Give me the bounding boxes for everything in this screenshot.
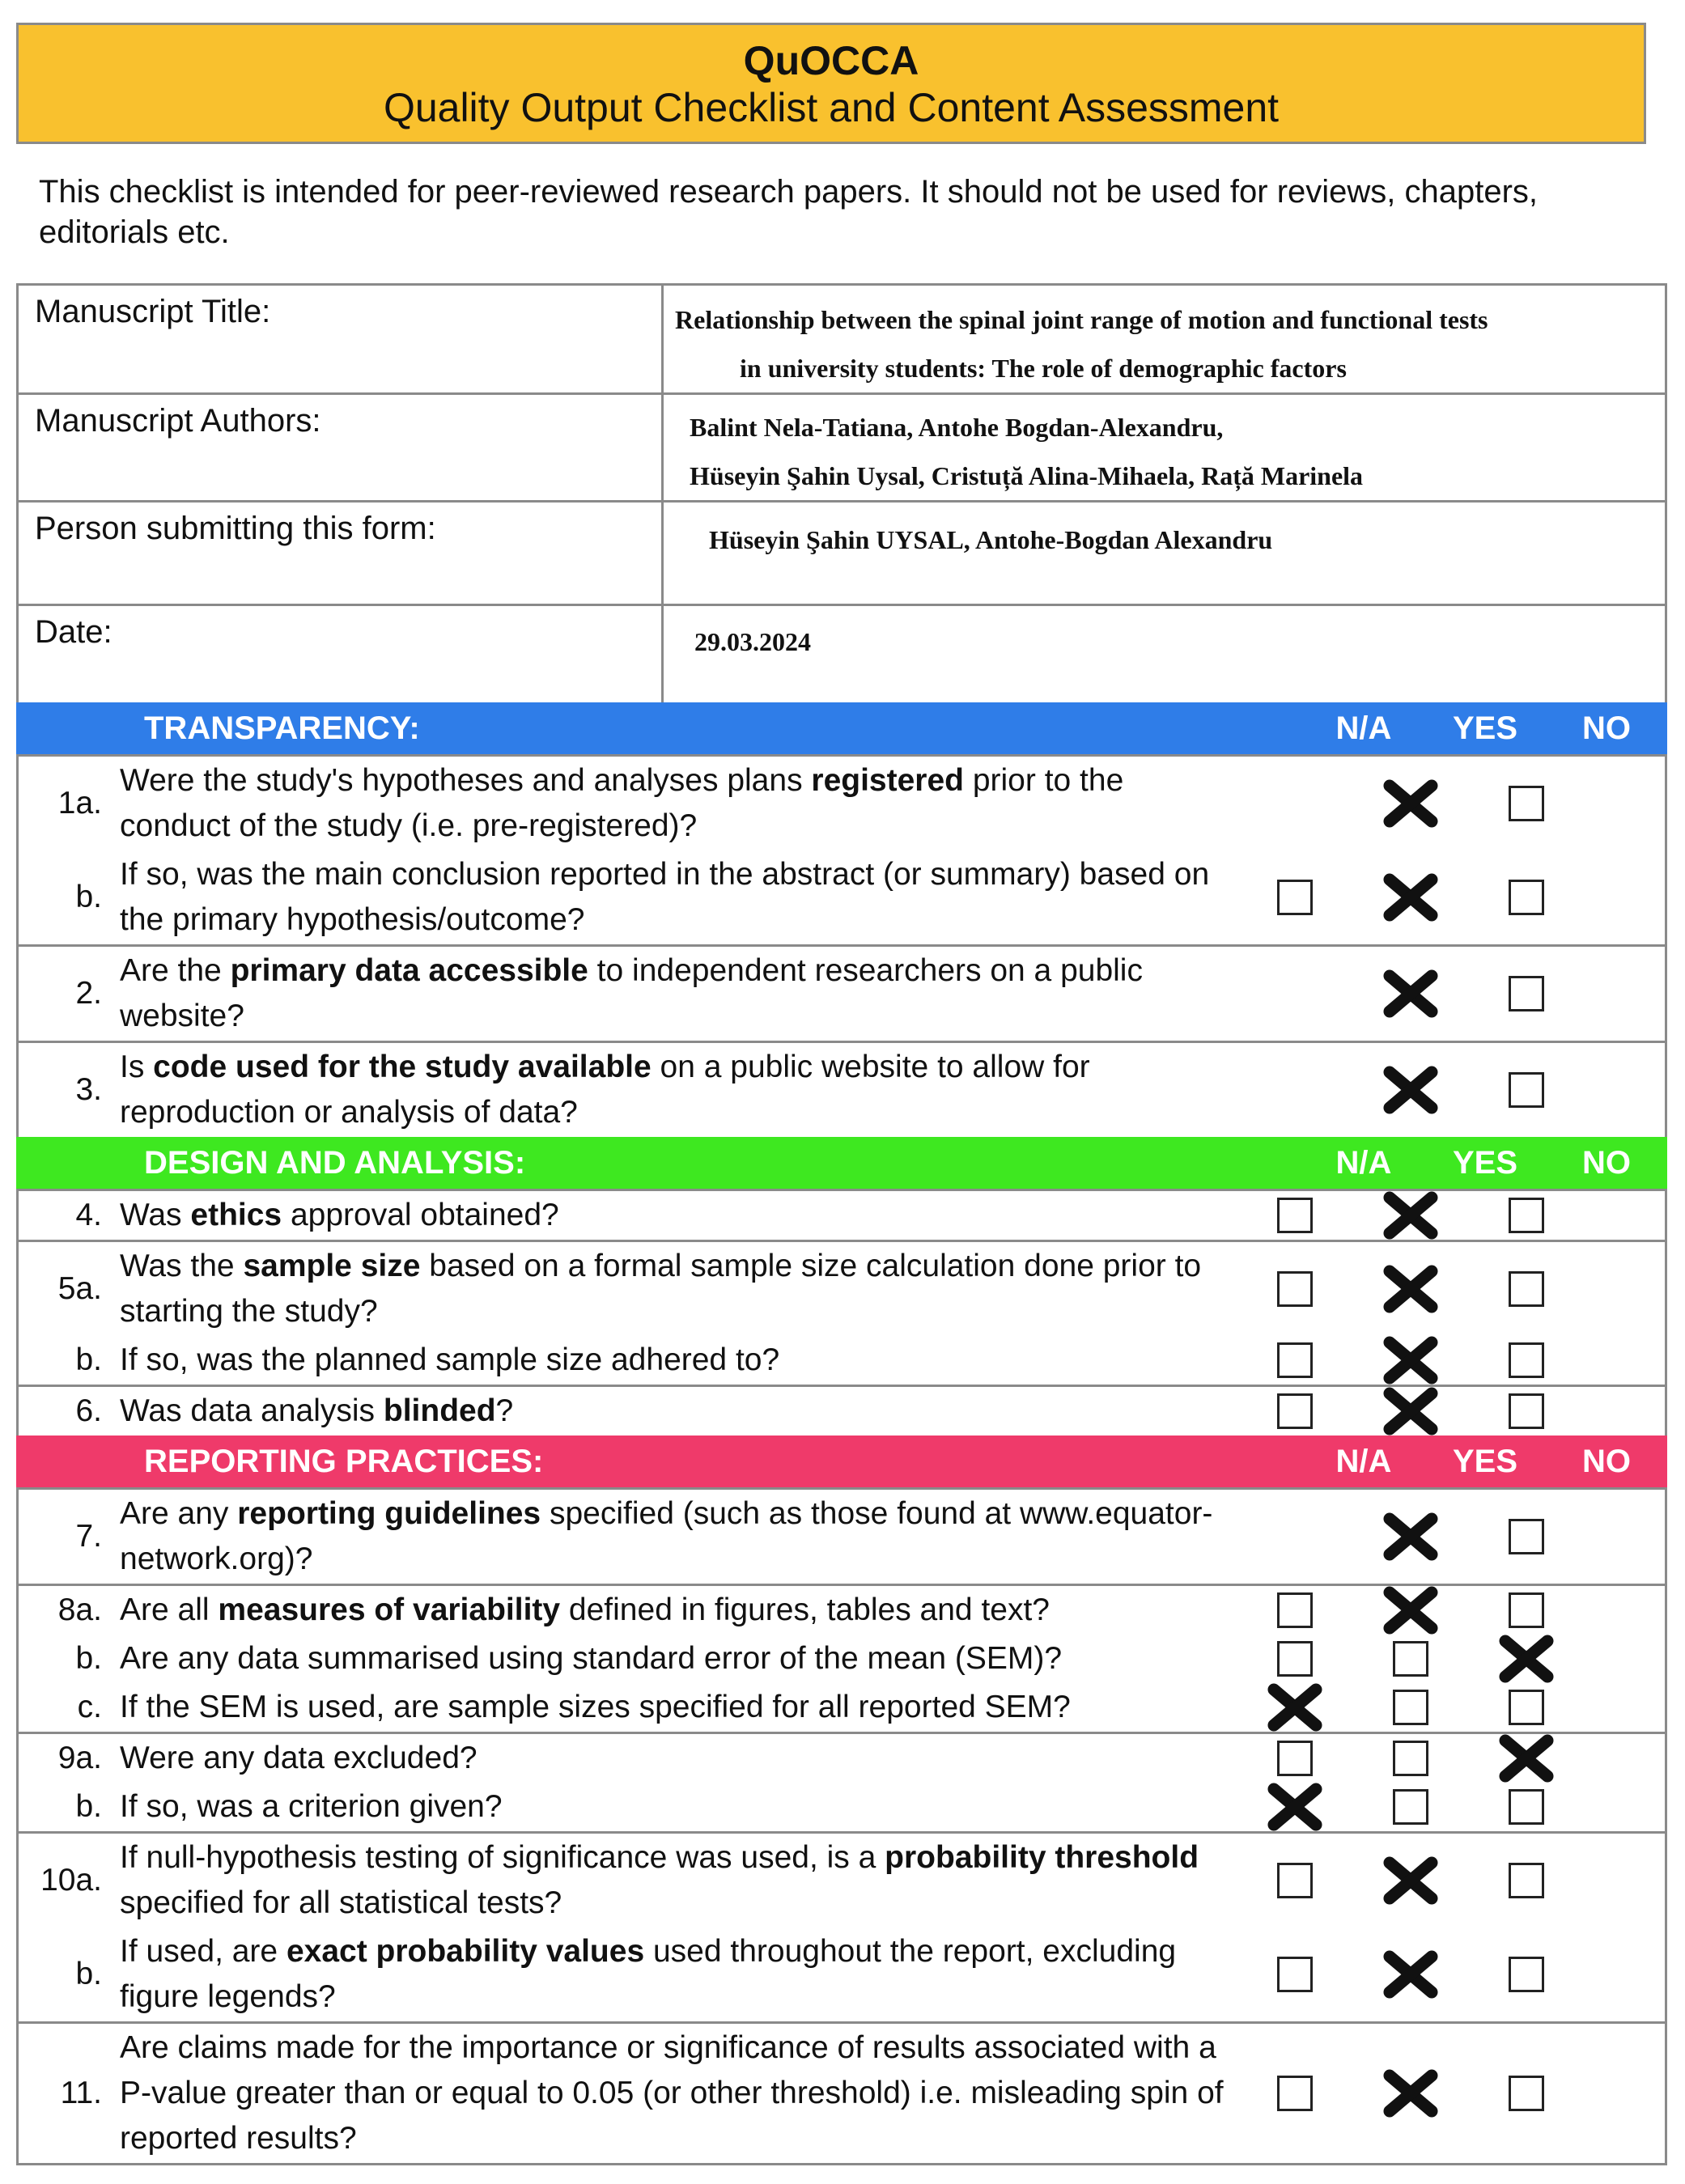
question-group (16, 2021, 1667, 2165)
authors-line-1: Balint Nela-Tatiana, Antohe Bogdan-Alexandru, (690, 413, 1224, 442)
x-mark-icon (1266, 1783, 1324, 1831)
x-mark-icon (1382, 1066, 1440, 1114)
answer-na-checkbox[interactable] (1277, 1741, 1313, 1776)
x-mark-icon (1382, 1191, 1440, 1240)
date-label: Date: (18, 605, 663, 709)
column-yes-label: YES (1452, 1144, 1518, 1181)
answer-no-cell (1468, 1863, 1584, 1898)
answer-no-cell (1468, 880, 1584, 915)
authors-line-2: Hüseyin Şahin Uysal, Cristuță Alina-Mihaela, Rață Marinela (690, 461, 1364, 490)
answer-yes-cell (1352, 1789, 1468, 1825)
answer-yes-checked[interactable] (1382, 1191, 1440, 1240)
answer-no-cell (1468, 1072, 1584, 1108)
answer-yes-cell (1352, 969, 1468, 1018)
intro-text: This checklist is intended for peer-reviewed research papers. It should not be used for reviews, chapters, editorials etc. (39, 174, 1539, 250)
answer-na-cell (1237, 1393, 1352, 1429)
answer-yes-checked[interactable] (1382, 1265, 1440, 1313)
answer-yes-cell (1352, 1512, 1468, 1561)
answer-yes-checked[interactable] (1382, 1512, 1440, 1561)
submitter-label: Person submitting this form: (18, 502, 663, 605)
question-text: Are any reporting guidelines specified (such as those found at www.equator-network.org)? (120, 1496, 1213, 1576)
question-text: If so, was a criterion given? (120, 1789, 503, 1824)
question-row (19, 1783, 1665, 1831)
answer-no-cell (1468, 1393, 1584, 1429)
question-group (16, 1189, 1667, 1240)
submitter-value (663, 502, 1666, 605)
answer-na-cell (1237, 1863, 1352, 1898)
answer-yes-cell (1352, 1387, 1468, 1436)
answer-yes-cell (1352, 1950, 1468, 1999)
answer-no-checkbox[interactable] (1509, 1198, 1544, 1233)
column-no-label: NO (1582, 710, 1631, 746)
answer-na-cell (1237, 1271, 1352, 1307)
question-row (19, 1336, 1665, 1385)
answer-yes-cell (1352, 1336, 1468, 1385)
question-text: If null-hypothesis testing of significance was used, is a probability threshold specified for all statistical tests? (120, 1840, 1199, 1920)
answer-yes-cell (1352, 1641, 1468, 1677)
column-na-label: N/A (1335, 1144, 1392, 1181)
answer-yes-checkbox[interactable] (1393, 1641, 1428, 1677)
answer-no-checkbox[interactable] (1509, 2076, 1544, 2111)
answer-na-cell (1237, 1641, 1352, 1677)
question-text: Are any data summarised using standard error of the mean (SEM)? (120, 1641, 1063, 1676)
answer-na-cell (1237, 1783, 1352, 1831)
question-row (19, 1242, 1665, 1336)
authors-value (663, 394, 1666, 502)
x-mark-icon (1382, 1336, 1440, 1385)
column-no-label: NO (1582, 1144, 1631, 1181)
question-number: 5a. (57, 1271, 102, 1306)
question-number: b. (75, 1789, 102, 1824)
answer-no-checkbox[interactable] (1509, 1863, 1544, 1898)
answer-na-checkbox[interactable] (1277, 1592, 1313, 1628)
question-number: 6. (75, 1393, 102, 1428)
question-group (16, 944, 1667, 1041)
answer-no-cell (1468, 1592, 1584, 1628)
question-row (19, 2024, 1665, 2163)
question-row (19, 1586, 1665, 1635)
answer-yes-checked[interactable] (1382, 1387, 1440, 1436)
question-row (19, 1490, 1665, 1584)
question-group (16, 1732, 1667, 1831)
answer-yes-cell (1352, 2069, 1468, 2118)
answer-na-checkbox[interactable] (1277, 880, 1313, 915)
answer-na-cell (1237, 880, 1352, 915)
submitter-text: Hüseyin Şahin UYSAL, Antohe-Bogdan Alexandru (709, 525, 1273, 554)
form-subtitle: Quality Output Checklist and Content Assessment (383, 85, 1280, 130)
section-header (16, 702, 1667, 754)
question-row (19, 1734, 1665, 1783)
answer-na-cell (1237, 2076, 1352, 2111)
title-line-1: Relationship between the spinal joint range of motion and functional tests (675, 305, 1488, 334)
answer-na-checkbox[interactable] (1277, 1957, 1313, 1992)
answer-yes-checked[interactable] (1382, 779, 1440, 828)
column-na-label: N/A (1335, 710, 1392, 746)
answer-no-cell (1468, 1198, 1584, 1233)
x-mark-icon (1382, 969, 1440, 1018)
question-number: c. (77, 1690, 102, 1724)
question-text: Is code used for the study available on a public website to allow for reproduction or analysis of data? (120, 1050, 1090, 1130)
x-mark-icon (1382, 1950, 1440, 1999)
answer-yes-cell (1352, 1586, 1468, 1635)
question-row (19, 1834, 1665, 1927)
question-number: 9a. (57, 1741, 102, 1775)
question-text: Are the primary data accessible to independent researchers on a public website? (120, 953, 1143, 1033)
question-number: 10a. (40, 1863, 102, 1898)
x-mark-icon (1266, 1683, 1324, 1732)
answer-no-checkbox[interactable] (1509, 1690, 1544, 1725)
answer-yes-checked[interactable] (1382, 2069, 1440, 2118)
question-text: Were any data excluded? (120, 1741, 477, 1775)
answer-no-cell (1468, 1342, 1584, 1378)
title-line-2: in university students: The role of demographic factors (740, 354, 1347, 383)
form-header (16, 23, 1646, 144)
answer-na-checkbox[interactable] (1277, 1863, 1313, 1898)
answer-no-checked[interactable] (1497, 1734, 1556, 1783)
question-text: Were the study's hypotheses and analyses plans registered prior to the conduct of the study (i.e. pre-registered)? (120, 763, 1124, 843)
question-text: Was ethics approval obtained? (120, 1198, 559, 1232)
answer-no-checkbox[interactable] (1509, 1519, 1544, 1554)
question-row (19, 1387, 1665, 1436)
x-mark-icon (1382, 779, 1440, 828)
title-value (663, 285, 1666, 394)
question-number: b. (75, 1342, 102, 1377)
form-acronym: QuOCCA (743, 38, 919, 83)
answer-yes-checked[interactable] (1382, 1950, 1440, 1999)
date-text: 29.03.2024 (694, 627, 811, 656)
question-group (16, 1487, 1667, 1584)
x-mark-icon (1382, 873, 1440, 922)
question-number: 7. (75, 1519, 102, 1554)
answer-na-cell (1237, 1683, 1352, 1732)
question-number: 4. (75, 1198, 102, 1232)
question-text: If the SEM is used, are sample sizes specified for all reported SEM? (120, 1690, 1071, 1724)
answer-yes-checked[interactable] (1382, 1856, 1440, 1905)
answer-na-checkbox[interactable] (1277, 1271, 1313, 1307)
question-number: b. (75, 1641, 102, 1676)
answer-yes-checked[interactable] (1382, 1066, 1440, 1114)
question-text: If used, are exact probability values used throughout the report, excluding figure legends? (120, 1934, 1177, 2014)
answer-no-cell (1468, 786, 1584, 821)
question-group (16, 754, 1667, 944)
column-na-label: N/A (1335, 1443, 1392, 1479)
question-row (19, 850, 1665, 944)
x-mark-icon (1382, 1856, 1440, 1905)
question-row (19, 1635, 1665, 1683)
answer-yes-checkbox[interactable] (1393, 1690, 1428, 1725)
answer-no-checkbox[interactable] (1509, 1271, 1544, 1307)
question-row (19, 1043, 1665, 1137)
answer-na-checkbox[interactable] (1277, 1641, 1313, 1677)
answer-no-cell (1468, 1519, 1584, 1554)
answer-no-cell (1468, 2076, 1584, 2111)
x-mark-icon (1497, 1734, 1556, 1783)
answer-yes-cell (1352, 1690, 1468, 1725)
answer-na-checked[interactable] (1266, 1783, 1324, 1831)
question-row (19, 947, 1665, 1041)
question-number: 8a. (57, 1592, 102, 1627)
answer-no-cell (1468, 1789, 1584, 1825)
answer-no-checkbox[interactable] (1509, 1342, 1544, 1378)
answer-yes-cell (1352, 1741, 1468, 1776)
question-number: 11. (60, 2076, 102, 2110)
question-text: Was data analysis blinded? (120, 1393, 514, 1428)
answer-yes-cell (1352, 1066, 1468, 1114)
answer-yes-cell (1352, 779, 1468, 828)
answer-no-checkbox[interactable] (1509, 786, 1544, 821)
column-yes-label: YES (1452, 1443, 1518, 1479)
manuscript-info-table (16, 283, 1667, 710)
answer-yes-checked[interactable] (1382, 1586, 1440, 1635)
answer-na-cell (1237, 1342, 1352, 1378)
x-mark-icon (1382, 1387, 1440, 1436)
answer-na-cell (1237, 1592, 1352, 1628)
answer-yes-checkbox[interactable] (1393, 1741, 1428, 1776)
answer-na-checked[interactable] (1266, 1683, 1324, 1732)
quality-checklist (16, 702, 1667, 2165)
answer-yes-cell (1352, 1856, 1468, 1905)
answer-na-checkbox[interactable] (1277, 1393, 1313, 1429)
question-row (19, 1191, 1665, 1240)
question-row (19, 757, 1665, 850)
answer-no-cell (1468, 1690, 1584, 1725)
answer-no-checkbox[interactable] (1509, 1789, 1544, 1825)
answer-na-checkbox[interactable] (1277, 1198, 1313, 1233)
answer-yes-cell (1352, 873, 1468, 922)
question-text: Was the sample size based on a formal sample size calculation done prior to starting the study? (120, 1249, 1202, 1329)
answer-no-checked[interactable] (1497, 1635, 1556, 1683)
column-no-label: NO (1582, 1443, 1631, 1479)
answer-yes-cell (1352, 1191, 1468, 1240)
answer-yes-checkbox[interactable] (1393, 1789, 1428, 1825)
answer-no-checkbox[interactable] (1509, 880, 1544, 915)
question-number: b. (75, 880, 102, 914)
section-title: TRANSPARENCY: (144, 710, 420, 746)
question-number: 3. (75, 1072, 102, 1107)
question-number: 2. (75, 976, 102, 1011)
answer-no-checkbox[interactable] (1509, 1072, 1544, 1108)
answer-no-cell (1468, 1957, 1584, 1992)
question-group (16, 1240, 1667, 1385)
question-row (19, 1927, 1665, 2021)
question-number: b. (75, 1957, 102, 1991)
answer-no-cell (1468, 976, 1584, 1011)
answer-no-cell (1468, 1734, 1584, 1783)
x-mark-icon (1382, 1265, 1440, 1313)
answer-yes-checked[interactable] (1382, 1336, 1440, 1385)
x-mark-icon (1382, 2069, 1440, 2118)
section-title: DESIGN AND ANALYSIS: (144, 1144, 526, 1181)
column-yes-label: YES (1452, 710, 1518, 746)
answer-yes-checked[interactable] (1382, 969, 1440, 1018)
question-row (19, 1683, 1665, 1732)
answer-no-cell (1468, 1271, 1584, 1307)
question-text: If so, was the planned sample size adhered to? (120, 1342, 780, 1377)
question-text: If so, was the main conclusion reported in the abstract (or summary) based on the primary hypothesis/outcome? (120, 857, 1210, 937)
answer-na-cell (1237, 1957, 1352, 1992)
answer-na-checkbox[interactable] (1277, 1342, 1313, 1378)
question-text: Are claims made for the importance or significance of results associated with a P-value greater than or equal to 0.05 (or other threshold) i.e. misleading spin of reported results? (120, 2030, 1224, 2156)
answer-no-checkbox[interactable] (1509, 1957, 1544, 1992)
answer-na-cell (1237, 1198, 1352, 1233)
section-header (16, 1436, 1667, 1487)
x-mark-icon (1382, 1512, 1440, 1561)
answer-yes-cell (1352, 1265, 1468, 1313)
title-label: Manuscript Title: (18, 285, 663, 394)
answer-no-checkbox[interactable] (1509, 976, 1544, 1011)
date-value (663, 605, 1666, 709)
question-group (16, 1831, 1667, 2021)
question-group (16, 1385, 1667, 1436)
question-text: Are all measures of variability defined in figures, tables and text? (120, 1592, 1050, 1627)
answer-na-cell (1237, 1741, 1352, 1776)
section-title: REPORTING PRACTICES: (144, 1443, 544, 1479)
answer-na-checkbox[interactable] (1277, 2076, 1313, 2111)
section-header (16, 1137, 1667, 1189)
x-mark-icon (1382, 1586, 1440, 1635)
answer-no-checkbox[interactable] (1509, 1592, 1544, 1628)
question-number: 1a. (57, 786, 102, 821)
question-group (16, 1041, 1667, 1137)
answer-yes-checked[interactable] (1382, 873, 1440, 922)
answer-no-checkbox[interactable] (1509, 1393, 1544, 1429)
answer-no-cell (1468, 1635, 1584, 1683)
question-group (16, 1584, 1667, 1732)
x-mark-icon (1497, 1635, 1556, 1683)
authors-label: Manuscript Authors: (18, 394, 663, 502)
